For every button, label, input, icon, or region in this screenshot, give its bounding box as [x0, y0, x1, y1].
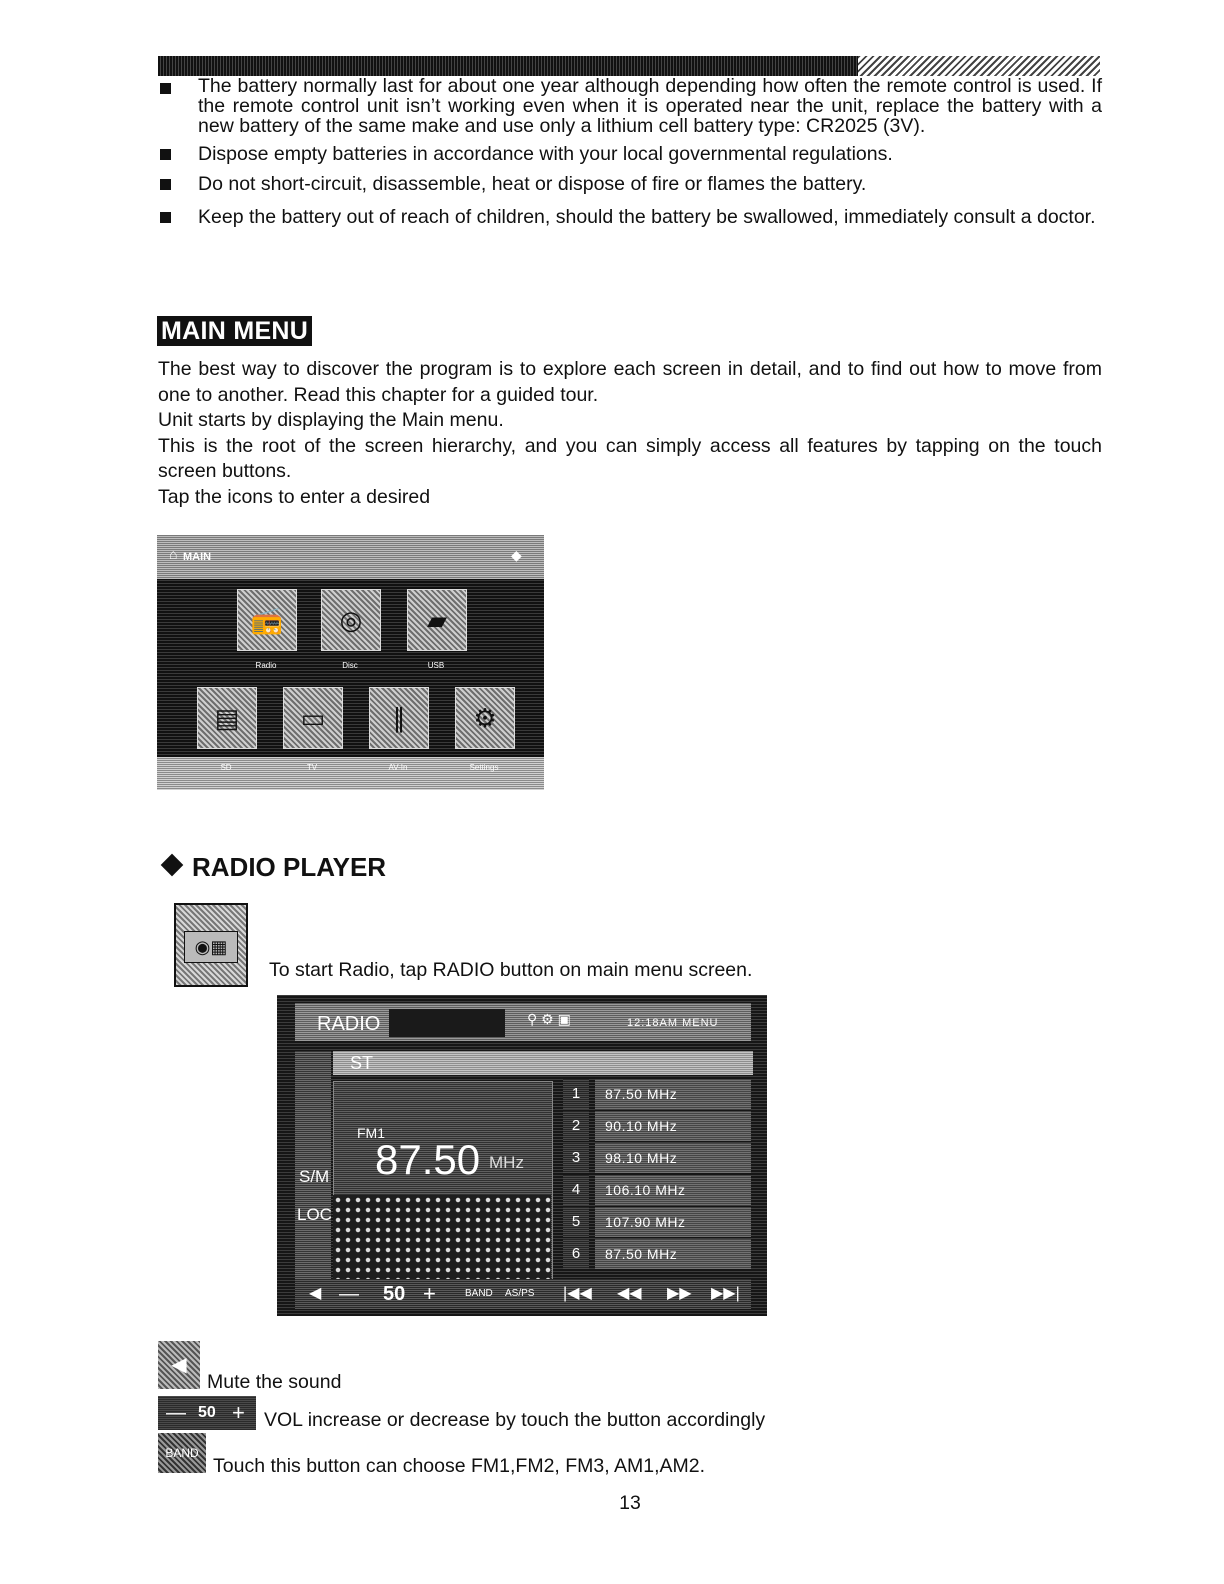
preset-item[interactable]: [563, 1207, 751, 1237]
main-menu-screenshot: [157, 535, 544, 790]
diamond-bullet-icon: [161, 854, 184, 877]
bullet-text: Do not short-circuit, disassemble, heat or dispose of fire or flames the battery.: [198, 173, 867, 195]
preset-frequency: 87.50 MHz: [595, 1239, 751, 1269]
bullet-square-icon: [160, 149, 171, 160]
preset-number: 2: [563, 1111, 589, 1141]
radio-player-heading: [158, 852, 386, 882]
settings-tile[interactable]: [455, 687, 515, 749]
preset-item[interactable]: [563, 1111, 751, 1141]
seek-back-icon[interactable]: ◀◀: [617, 1285, 642, 1302]
av-in-icon: ∥: [392, 703, 406, 733]
home-icon: ⌂: [169, 546, 178, 562]
settings-icon: ⚙: [473, 703, 497, 733]
header-bar: [158, 56, 858, 76]
radio-button-icon: [174, 903, 248, 987]
volume-down-button[interactable]: —: [339, 1283, 359, 1305]
main-menu-bottom-bar: [157, 757, 544, 790]
volume-control-icon: [158, 1396, 256, 1430]
minus-icon: —: [166, 1402, 186, 1424]
tile-label: USB: [427, 661, 445, 670]
sd-card-icon: ▤: [214, 703, 240, 733]
intro-paragraph: Unit starts by displaying the Main menu.: [158, 409, 504, 431]
bullet-item: [158, 76, 1102, 136]
volume-level: 50: [383, 1283, 406, 1305]
back-icon: ◆: [511, 547, 522, 563]
bullet-text: Dispose empty batteries in accordance with your local governmental regulations.: [198, 143, 893, 165]
clock-text: 12:18AM: [627, 1017, 679, 1029]
preset-item[interactable]: [563, 1175, 751, 1205]
stereo-bar: [333, 1051, 753, 1075]
mute-description: Mute the sound: [207, 1371, 342, 1393]
usb-tile[interactable]: [407, 589, 467, 651]
radio-screenshot: [277, 995, 767, 1316]
as-ps-button[interactable]: AS/PS: [505, 1288, 535, 1299]
main-menu-title: MAIN: [183, 551, 212, 563]
battery-notes: [158, 76, 1102, 239]
sm-button[interactable]: S/M: [299, 1167, 330, 1186]
usb-icon: ▰: [427, 605, 447, 635]
band-button[interactable]: BAND: [465, 1288, 493, 1299]
bullet-square-icon: [160, 83, 171, 94]
page-number: 13: [619, 1492, 641, 1514]
tile-label: Settings: [469, 763, 499, 772]
disc-tile[interactable]: [321, 589, 381, 651]
tile-label: Disc: [342, 661, 358, 670]
disc-icon: ◎: [339, 605, 363, 635]
frequency-readout: 87.50: [375, 1136, 481, 1183]
preset-frequency: 90.10 MHz: [595, 1111, 751, 1141]
radio-title-display: [389, 1009, 505, 1037]
radio-icon: ◉▦: [184, 931, 238, 963]
volume-up-button[interactable]: +: [423, 1281, 436, 1306]
radio-start-text: To start Radio, tap RADIO button on main menu screen.: [269, 959, 753, 981]
preset-number: 5: [563, 1207, 589, 1237]
radio-clock: [627, 1017, 718, 1029]
tv-icon: ▭: [300, 703, 326, 733]
band-button-icon: BAND: [158, 1433, 206, 1473]
preset-frequency: 87.50 MHz: [595, 1079, 751, 1109]
bullet-square-icon: [160, 212, 171, 223]
tv-tile[interactable]: [283, 687, 343, 749]
tile-label: TV: [306, 763, 318, 772]
next-track-icon[interactable]: ▶▶|: [711, 1285, 740, 1302]
bullet-square-icon: [160, 179, 171, 190]
av-in-tile[interactable]: [369, 687, 429, 749]
mute-icon: ◀: [158, 1341, 200, 1389]
radio-icon: 📻: [250, 605, 284, 635]
bullet-text: The battery normally last for about one year although depending how often the remote control is used. If the remote control unit isn’t working even when it is operated near the unit, replace the battery with a new battery of the same make and use only a lithium cell battery type: CR2025 (3V).: [198, 75, 1102, 137]
intro-paragraph: Tap the icons to enter a desired: [158, 485, 431, 508]
tile-label: Radio: [255, 661, 277, 670]
preset-frequency: 98.10 MHz: [595, 1143, 751, 1173]
frequency-unit: MHz: [489, 1153, 524, 1172]
stereo-indicator: ST: [350, 1053, 374, 1073]
mute-icon[interactable]: ◀: [309, 1285, 322, 1302]
main-menu-intro: [158, 357, 1102, 510]
plus-icon: +: [232, 1400, 245, 1425]
preset-number: 6: [563, 1239, 589, 1269]
menu-button[interactable]: MENU: [682, 1017, 719, 1029]
volume-value: 50: [198, 1404, 216, 1421]
status-icons: ⚲ ⚙ ▣: [527, 1011, 571, 1027]
sd-tile[interactable]: [197, 687, 257, 749]
preset-item[interactable]: [563, 1143, 751, 1173]
preset-item[interactable]: [563, 1239, 751, 1269]
preset-item[interactable]: [563, 1079, 751, 1109]
preset-number: 4: [563, 1175, 589, 1205]
tile-label: SD: [220, 763, 232, 772]
radio-controls-bar: [295, 1279, 751, 1309]
main-menu-titlebar: [157, 535, 544, 579]
prev-track-icon[interactable]: |◀◀: [563, 1285, 592, 1302]
preset-frequency: 106.10 MHz: [595, 1175, 751, 1205]
tile-label: AV-In: [388, 763, 408, 772]
band-description: Touch this button can choose FM1,FM2, FM3, AM1,AM2.: [213, 1455, 706, 1477]
preset-number: 3: [563, 1143, 589, 1173]
bullet-text: Keep the battery out of reach of children, should the battery be swallowed, immediately consult a doctor.: [198, 206, 1096, 228]
intro-paragraph: The best way to discover the program is to explore each screen in detail, and to find out how to move from one to another. Read this chapter for a guided tour.: [158, 358, 1102, 406]
radio-tile[interactable]: [237, 589, 297, 651]
band-indicator: FM1: [357, 1125, 385, 1141]
speaker-grille: [333, 1195, 551, 1289]
intro-paragraph: This is the root of the screen hierarchy, and you can simply access all features by tapping on the touch screen buttons.: [158, 434, 1102, 482]
seek-forward-icon[interactable]: ▶▶: [667, 1285, 692, 1302]
radio-title: RADIO: [317, 1013, 381, 1035]
bullet-item: [158, 142, 1102, 166]
bullet-item: [158, 202, 1102, 233]
preset-number: 1: [563, 1079, 589, 1109]
preset-frequency: 107.90 MHz: [595, 1207, 751, 1237]
radio-player-heading-text: RADIO PLAYER: [192, 852, 387, 882]
bullet-item: [158, 172, 1102, 196]
loc-button[interactable]: LOC: [297, 1205, 332, 1224]
header-bar-fade: [858, 56, 1100, 76]
main-menu-heading: MAIN MENU: [157, 316, 312, 346]
volume-description: VOL increase or decrease by touch the button accordingly: [264, 1409, 766, 1431]
